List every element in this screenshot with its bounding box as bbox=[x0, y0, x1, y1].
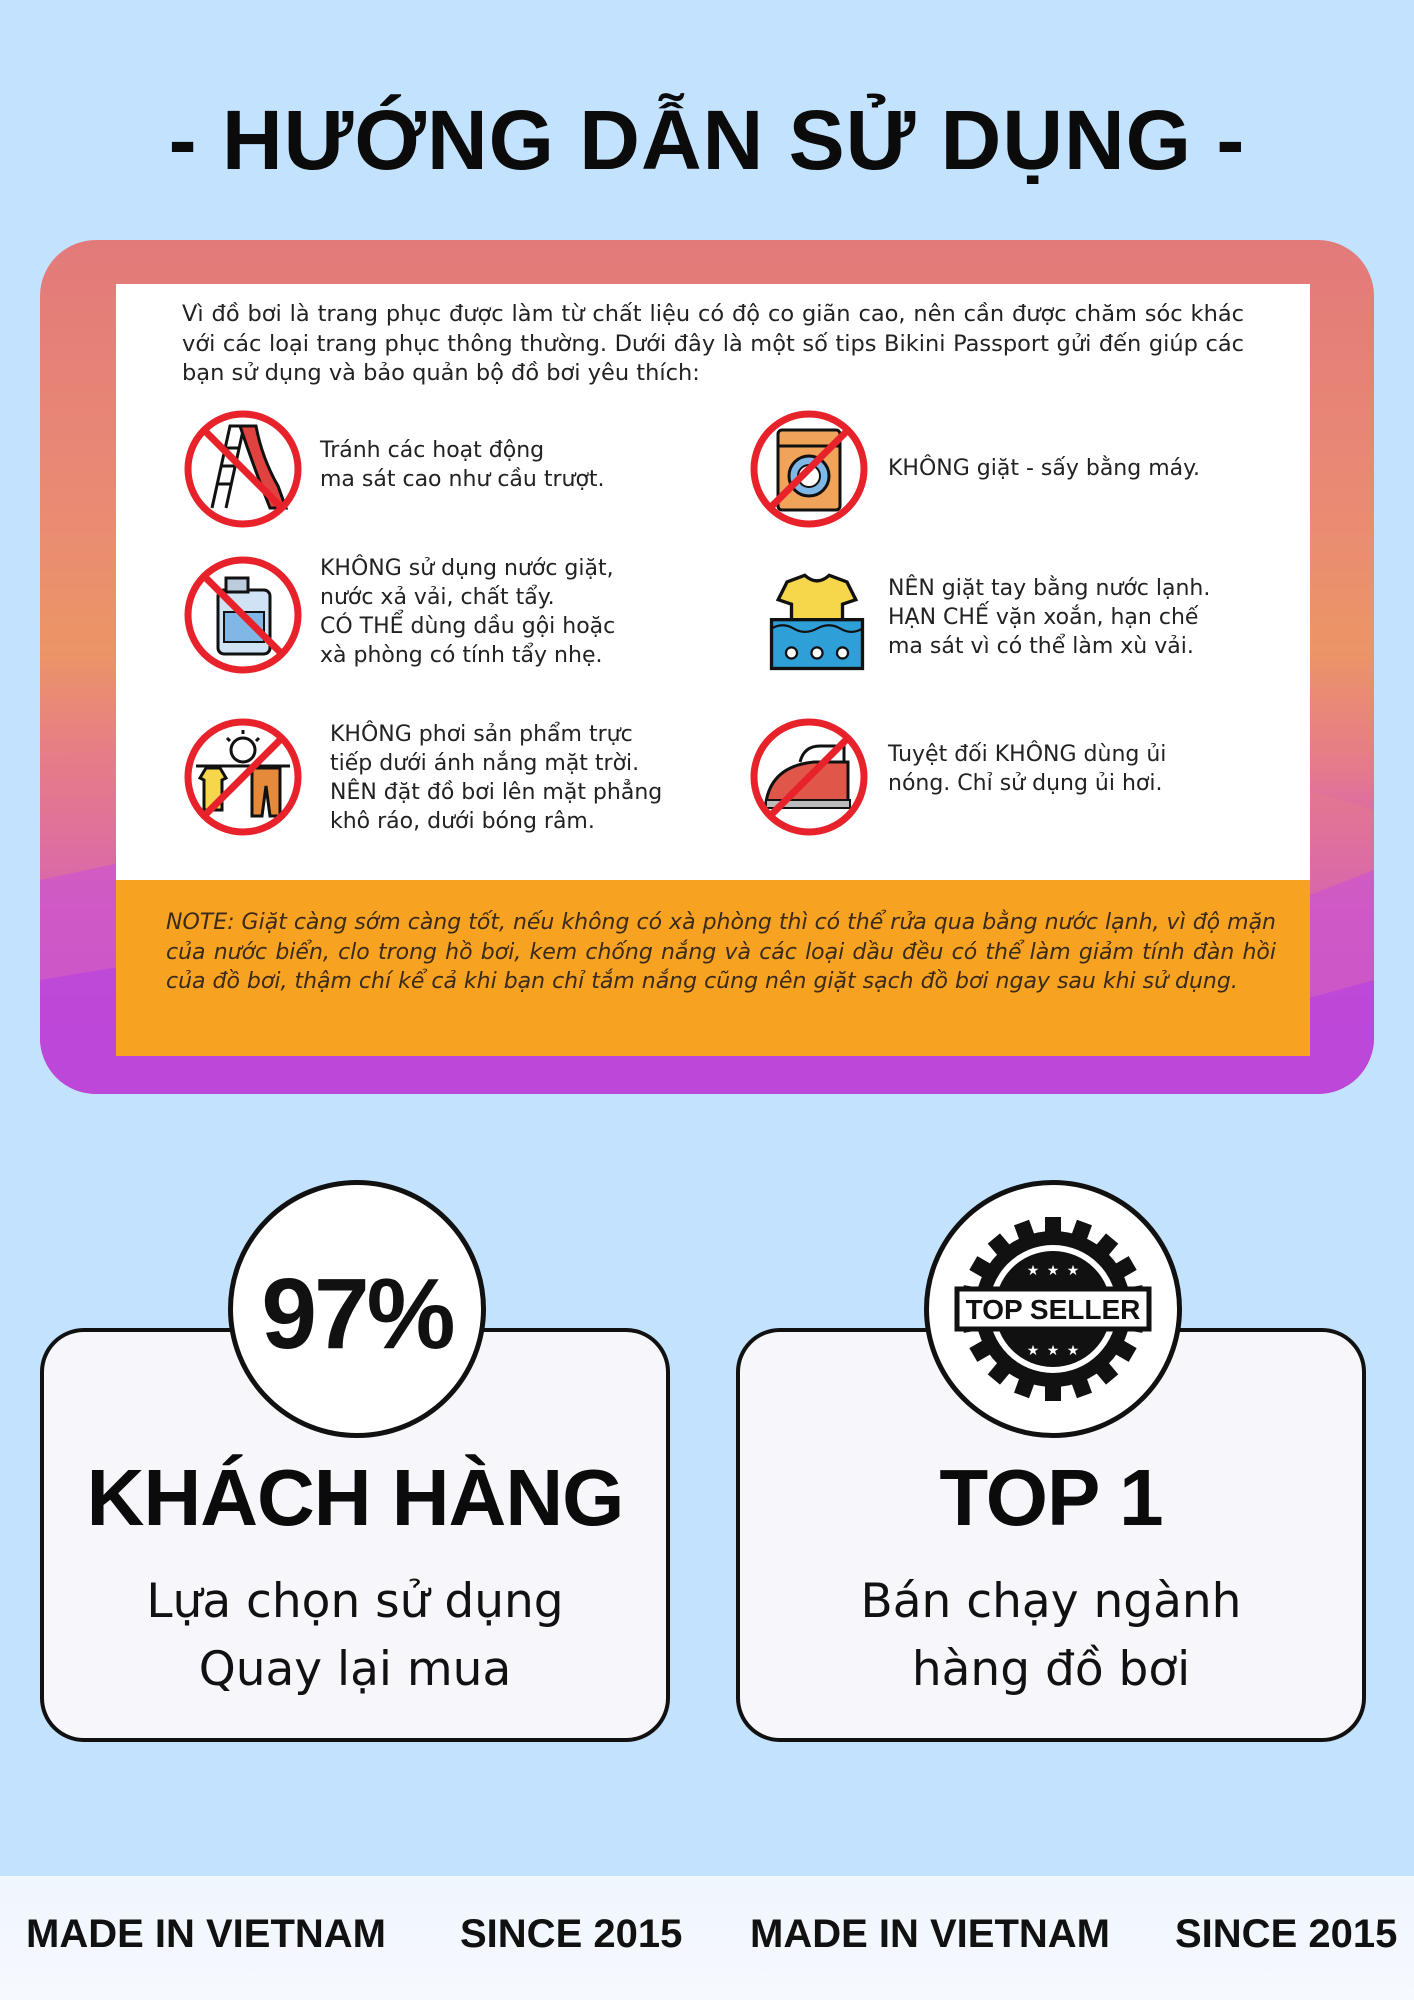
intro-text: Vì đồ bơi là trang phục được làm từ chất liệu có độ co giãn cao, nên cần được chăm sóc khác với các loại trang phục thông thường. Dưới đây là một số tips Bikini Passport gửi đến giúp các bạn sử dụng và bảo quản bộ đồ bơi yêu thích: bbox=[182, 301, 1244, 386]
percent-badge: 97% bbox=[261, 1258, 453, 1370]
stat-heading-top: TOP 1 bbox=[939, 1453, 1163, 1542]
stat-line-1: Lựa chọn sử dụng bbox=[146, 1574, 564, 1629]
badge-circle-top-seller bbox=[924, 1180, 1182, 1438]
top-seller-icon bbox=[929, 1185, 1177, 1433]
no-detergent-icon bbox=[182, 554, 304, 676]
page-title: - HƯỚNG DẪN SỬ DỤNG - bbox=[168, 93, 1246, 187]
stat-line-1: Bán chạy ngành bbox=[860, 1574, 1242, 1629]
hand-wash-icon bbox=[756, 562, 878, 684]
svg-text:★: ★ bbox=[1046, 1343, 1060, 1359]
svg-text:★: ★ bbox=[1066, 1343, 1080, 1359]
badge-circle-percent bbox=[228, 1180, 486, 1438]
stat-line-2: hàng đồ bơi bbox=[911, 1642, 1191, 1697]
footer-since: SINCE 2015 bbox=[460, 1912, 683, 1956]
tip-text-iron: Tuyệt đối KHÔNG dùng ủi nóng. Chỉ sử dụng ủi hơi. bbox=[888, 742, 1167, 796]
svg-text:★: ★ bbox=[1066, 1263, 1080, 1279]
tip-text-sun: KHÔNG phơi sản phẩm trực tiếp dưới ánh nắng mặt trời. NÊN đặt đồ bơi lên mặt phẳng khô ráo, dưới bóng râm. bbox=[330, 722, 663, 834]
footer-since: SINCE 2015 bbox=[1175, 1912, 1398, 1956]
tip-text-slide: Tránh các hoạt động ma sát cao như cầu trượt. bbox=[320, 438, 605, 492]
note-box bbox=[116, 880, 1310, 1056]
tip-text-detergent: KHÔNG sử dụng nước giặt, nước xả vải, chất tẩy. CÓ THỂ dùng dầu gội hoặc xà phòng có tính tẩy nhẹ. bbox=[320, 556, 616, 668]
stat-line-2: Quay lại mua bbox=[198, 1642, 512, 1697]
top-seller-label: TOP SELLER bbox=[965, 1294, 1141, 1325]
no-washing-machine-icon bbox=[748, 408, 870, 530]
no-slide-icon bbox=[182, 408, 304, 530]
tip-text-machine: KHÔNG giặt - sấy bằng máy. bbox=[888, 456, 1200, 481]
no-sun-dry-icon bbox=[182, 716, 304, 838]
note-text: NOTE: Giặt càng sớm càng tốt, nếu không có xà phòng thì có thể rửa qua bằng nước lạnh, vì độ mặn của nước biển, clo trong hồ bơi, kem chống nắng và các loại dầu đều có thể làm giảm tính đàn hồi của đồ bơi, thậm chí kể cả khi bạn chỉ tắm nắng cũng nên giặt sạch đồ bơi ngay sau khi sử dụng. bbox=[166, 910, 1276, 994]
svg-text:★: ★ bbox=[1026, 1343, 1040, 1359]
footer-bar bbox=[0, 1876, 1414, 2000]
stat-heading-customers: KHÁCH HÀNG bbox=[86, 1453, 624, 1542]
footer-made-in-vietnam: MADE IN VIETNAM bbox=[26, 1912, 386, 1956]
tip-text-handwash: NÊN giặt tay bằng nước lạnh. HẠN CHẾ vặn xoắn, hạn chế ma sát vì có thể làm xù vải. bbox=[888, 576, 1211, 659]
stat-subtext-top bbox=[740, 1568, 1362, 1704]
svg-text:★: ★ bbox=[1026, 1263, 1040, 1279]
footer-made-in-vietnam: MADE IN VIETNAM bbox=[750, 1912, 1110, 1956]
stat-subtext-customers bbox=[44, 1568, 666, 1704]
no-iron-icon bbox=[748, 716, 870, 838]
svg-text:★: ★ bbox=[1046, 1263, 1060, 1279]
